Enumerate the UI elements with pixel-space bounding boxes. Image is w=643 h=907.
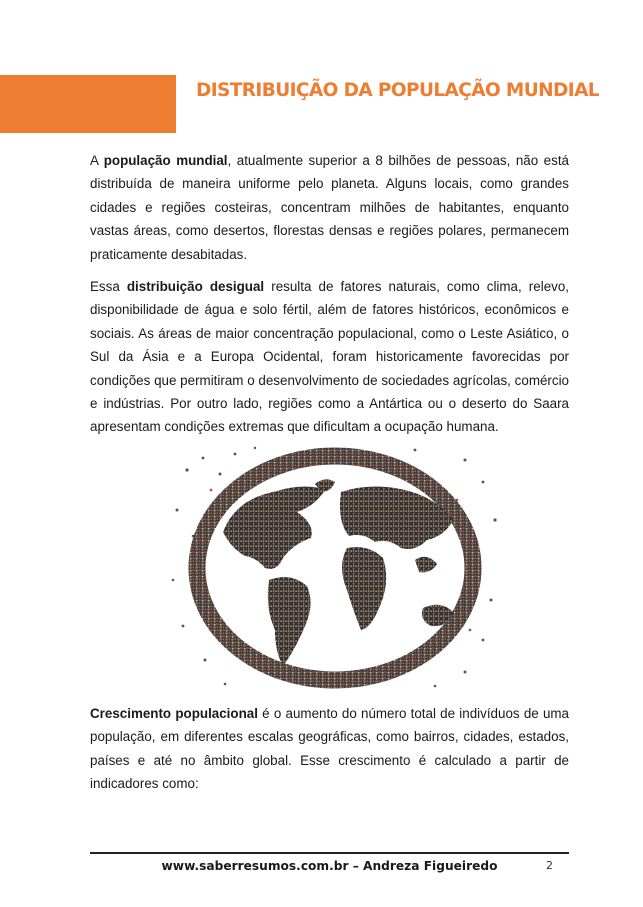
bold-term: distribuição desigual [126, 279, 265, 295]
paragraph-unequal-distribution [90, 275, 569, 439]
bold-term: Crescimento populacional [90, 706, 258, 721]
body-text [90, 149, 569, 448]
header-accent-band [0, 75, 176, 133]
footer-credit: www.saberresumos.com.br – Andreza Figueiredo [161, 859, 498, 873]
paragraph-text: , atualmente superior a 8 bilhões de pessoas, não está distribuída de maneira uniforme pelo planeta. Alguns locais, como grandes cidades e regiões costeiras, concentram milhões de habitantes, enquanto vastas áreas, como desertos, florestas densas e regiões polares, permanecem praticamente desabitadas. [90, 153, 569, 262]
paragraph-text: A [90, 153, 104, 168]
paragraph-distribution [90, 149, 569, 266]
paragraph-text: resulta de fatores naturais, como clima, relevo, disponibilidade de água e solo fértil, além de fatores históricos, econômicos e sociais. As áreas de maior concentração populacional, como o Leste Asiático, o Sul da Ásia e a Europa Ocidental, foram historicamente favorecidas por condições que permitiram o desenvolvimento de sociedades agrícolas, comércio e indústrias. Por outro lado, regiões como a Antártica ou o deserto do Saara apresentam condições extremas que dificultam a ocupação humana. [90, 279, 569, 435]
crowd-globe-image [165, 440, 505, 696]
paragraph-text: Essa [90, 279, 127, 295]
paragraph-text: é o aumento do número total de indivíduos de uma população, em diferentes escalas geográficas, como bairros, cidades, estados, países e até no âmbito global. Esse crescimento é calculado a partir de indicadores como: [90, 706, 570, 792]
paragraph-population-growth [90, 702, 569, 796]
footer-divider [90, 852, 569, 854]
page-title: DISTRIBUIÇÃO DA POPULAÇÃO MUNDIAL [196, 80, 599, 101]
page-number: 2 [546, 859, 553, 872]
crowd-globe-icon [165, 440, 505, 696]
bold-term: população mundial [103, 153, 228, 168]
